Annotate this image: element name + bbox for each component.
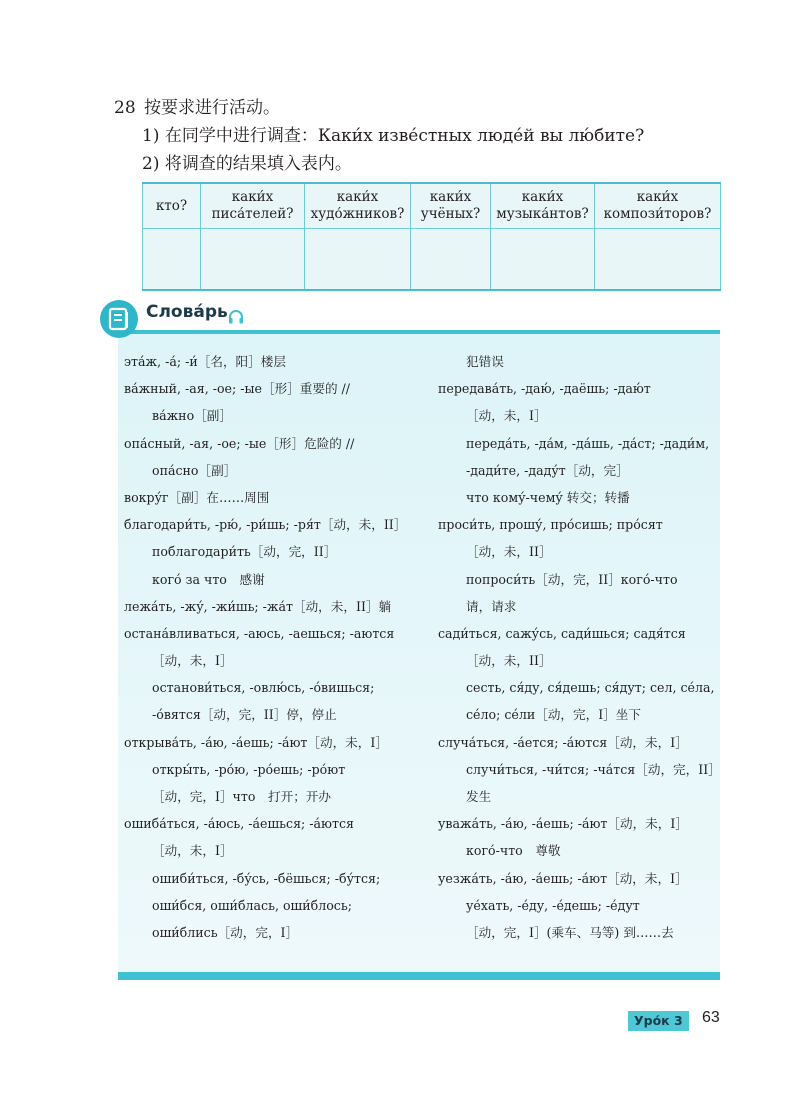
vocab-entry-line: проси́ть, прошу́, про́сишь; про́сят	[438, 517, 663, 533]
vocab-entry-line: ［动，未，I］	[152, 653, 233, 669]
lesson-badge: Уро́к 3	[628, 1011, 689, 1031]
vocab-entry-line: ва́жный, -ая, -ое; -ые［形］重要的 //	[124, 381, 351, 397]
vocab-entry-line: переда́ть, -да́м, -да́шь, -да́ст; -дади́м,	[466, 435, 710, 451]
vocab-entry-line: благодари́ть, -рю́, -ри́шь; -ря́т［动，未，II］	[124, 517, 407, 533]
table-blank-cell[interactable]	[143, 229, 201, 291]
vocab-entry-line: уважа́ть, -а́ю, -а́ешь; -а́ют［动，未，I］	[438, 816, 688, 832]
vocab-entry-line: поблагодари́ть［动，完，II］	[152, 544, 337, 560]
vocab-entry-line: ［动，未，I］	[152, 843, 233, 859]
vocab-entry-line: случа́ться, -а́ется; -а́ются［动，未，I］	[438, 734, 688, 750]
vocab-entry-line: опа́сный, -ая, -ое; -ые［形］危险的 //	[124, 435, 355, 451]
headphones-icon[interactable]	[228, 310, 244, 324]
page-number: 63	[702, 1009, 720, 1026]
vocab-entry-line: 请，请求	[466, 598, 517, 614]
vocab-entry-line: кого́-что 尊敬	[466, 843, 561, 859]
table-blank-row	[143, 229, 721, 291]
vocab-entry-line: кого́ за что 感谢	[152, 571, 265, 587]
table-header-cell: кто?	[143, 183, 201, 229]
vocab-entry-line: вокру́г［副］在……周围	[124, 489, 270, 505]
vocab-entry-line: оши́бся, оши́блась, оши́блось;	[152, 897, 352, 913]
vocab-entry-line: остана́вливаться, -аюсь, -аешься; -аются	[124, 625, 395, 641]
book-icon	[100, 300, 138, 338]
vocabulary-column-left	[124, 348, 424, 946]
table-header-row	[143, 183, 721, 229]
vocabulary-column-right	[438, 348, 721, 946]
exercise-heading	[114, 94, 724, 122]
exercise-number: 28	[114, 98, 136, 118]
vocab-entry-line: ［动，完，I］(乘车、马等) 到……去	[466, 924, 674, 940]
table-header-cell: каки́х музыка́нтов?	[491, 183, 595, 229]
vocab-entry-line: сади́ться, сажу́сь, сади́шься; садя́тся	[438, 625, 686, 641]
table-blank-cell[interactable]	[411, 229, 491, 291]
vocab-entry-line: лежа́ть, -жу́, -жи́шь; -жа́т［动，未，II］躺	[124, 598, 392, 614]
vocab-entry-line: оши́блись［动，完，I］	[152, 924, 299, 940]
table-header-cell: каки́х худо́жников?	[305, 183, 411, 229]
vocab-entry-line: ［动，未，II］	[466, 653, 552, 669]
exercise-item-1: 1) 在同学中进行调查：Каки́х изве́стных люде́й вы лю́бите?	[142, 126, 645, 146]
table-blank-cell[interactable]	[491, 229, 595, 291]
vocab-entry-line: уезжа́ть, -а́ю, -а́ешь; -а́ют［动，未，I］	[438, 870, 688, 886]
vocab-entry-line: что кому́-чему́ 转交；转播	[466, 489, 630, 505]
exercise-28	[114, 94, 724, 178]
vocab-entry-line: ошиби́ться, -бу́сь, -бёшься; -бу́тся;	[152, 870, 381, 886]
vocab-entry-line: эта́ж, -а́; -и́［名，阳］楼层	[124, 354, 286, 369]
table-blank-cell[interactable]	[595, 229, 721, 291]
vocab-entry-line: передава́ть, -даю́, -даёшь; -даю́т	[438, 381, 651, 397]
vocab-entry-line: откры́ть, -ро́ю, -ро́ешь; -ро́ют	[152, 761, 346, 777]
vocab-entry-line: останови́ться, -овлю́сь, -о́вишься;	[152, 680, 375, 696]
vocab-entry-line: ［动，未，II］	[466, 544, 552, 560]
vocabulary-bottom-bar	[118, 972, 720, 980]
vocab-entry-line: открыва́ть, -а́ю, -а́ешь; -а́ют［动，未，I］	[124, 734, 388, 750]
vocab-entry-line: 犯错误	[466, 354, 504, 369]
table-header-cell: каки́х писа́телей?	[201, 183, 305, 229]
vocab-entry-line: 发生	[466, 789, 492, 804]
vocab-entry-line: -о́вятся［动，完，II］停，停止	[152, 707, 337, 723]
vocab-entry-line: ва́жно［副］	[152, 408, 232, 424]
exercise-item-2: 2) 将调查的结果填入表内。	[142, 154, 352, 174]
vocab-entry-line: опа́сно［副］	[152, 462, 237, 478]
table-header-cell: каки́х учёных?	[411, 183, 491, 229]
vocab-entry-line: се́ло; се́ли［动，完，I］坐下	[466, 707, 641, 723]
vocab-entry-line: сесть, ся́ду, ся́дешь; ся́дут; сел, се́ла,	[466, 680, 715, 696]
vocab-entry-line: попроси́ть［动，完，II］кого́-что	[466, 571, 678, 587]
survey-table	[142, 182, 721, 291]
vocab-entry-line: ［动，未，I］	[466, 408, 547, 424]
vocab-entry-line: ошиба́ться, -а́юсь, -а́ешься; -а́ются	[124, 816, 354, 832]
table-blank-cell[interactable]	[305, 229, 411, 291]
vocab-entry-line: уе́хать, -е́ду, -е́дешь; -е́дут	[466, 897, 640, 913]
vocab-entry-line: ［动，完，I］что 打开；开办	[152, 789, 331, 804]
vocabulary-title: Слова́рь	[146, 302, 228, 322]
vocab-entry-line: случи́ться, -чи́тся; -ча́тся［动，完，II］	[466, 761, 721, 777]
vocab-entry-line: -дади́те, -даду́т［动，完］	[466, 462, 629, 478]
vocabulary-header-rule	[130, 330, 720, 334]
exercise-title: 按要求进行活动。	[144, 98, 280, 118]
table-blank-cell[interactable]	[201, 229, 305, 291]
table-header-cell: каки́х компози́торов?	[595, 183, 721, 229]
vocabulary-header	[100, 298, 720, 338]
